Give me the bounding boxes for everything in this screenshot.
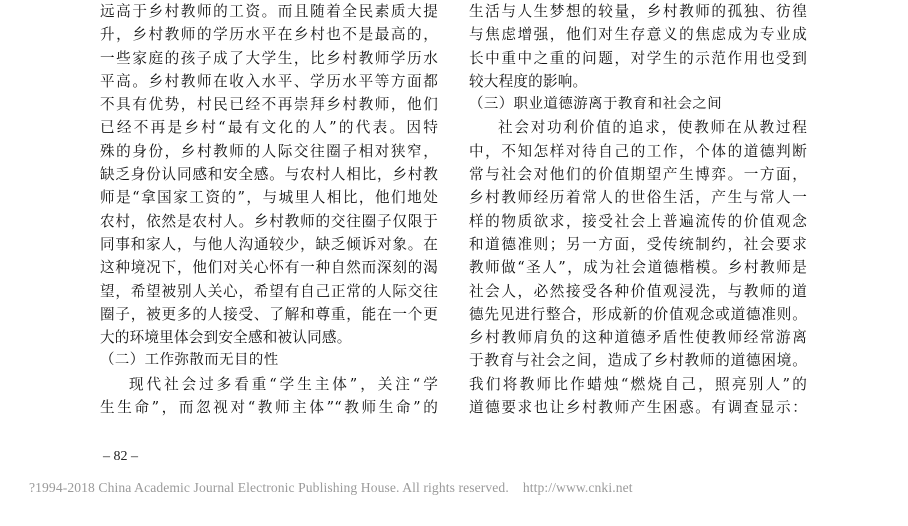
body-line: 社会对功利价值的追求，使教师在从教过程	[498, 119, 807, 137]
body-line: 已经不再是乡村“最有文化的人”的代表。因特	[100, 119, 438, 137]
body-line: 于教育与社会之间，造成了乡村教师的道德困境。	[469, 352, 807, 370]
body-line: 教师做“圣人”，成为社会道德楷模。乡村教师是	[469, 259, 807, 277]
body-line: 同事和家人，与他人沟通较少，缺乏倾诉对象。在	[100, 235, 438, 253]
body-line: 社会人，必然接受各种价值观浸洗，与教师的道	[469, 282, 807, 300]
body-line: 道德要求也让乡村教师产生困惑。有调查显示：	[469, 399, 807, 417]
body-line: 乡村教师肩负的这种道德矛盾性使教师经常游离	[469, 329, 807, 347]
right-column	[469, 0, 807, 419]
body-line: 平高。乡村教师在收入水平、学历水平等方面都	[100, 72, 438, 90]
section-heading: （二）工作弥散而无目的性	[100, 352, 279, 369]
body-line: 生活与人生梦想的较量，乡村教师的孤独、彷徨	[469, 3, 807, 20]
body-line: 远高于乡村教师的工资。而且随着全民素质大提	[100, 3, 438, 20]
body-line: 常与社会对他们的价值期望产生博弈。一方面，	[469, 166, 807, 184]
body-line: 农村，依然是农村人。乡村教师的交往圈子仅限于	[100, 212, 438, 230]
body-line: 圈子，被更多的人接受、了解和尊重，能在一个更	[100, 305, 438, 323]
copyright-text: ?1994-2018 China Academic Journal Electronic Publishing House. All rights reserved.	[29, 480, 509, 495]
body-line: 样的物质欲求，接受社会上普遍流传的价值观念	[469, 212, 807, 230]
page-number: – 82 –	[103, 449, 138, 464]
section-heading: （三）职业道德游离于教育和社会之间	[469, 96, 723, 113]
body-line: 我们将教师比作蜡烛“燃烧自己，照亮别人”的	[469, 375, 807, 393]
body-line: 殊的身份，乡村教师的人际交往圈子相对狭窄，	[100, 142, 438, 160]
body-line: 德先见进行整合，形成新的价值观念或道德准则。	[469, 305, 807, 323]
body-line: 不具有优势，村民已经不再崇拜乡村教师，他们	[100, 96, 438, 114]
body-line: 大的环境里体会到安全感和被认同感。	[100, 329, 352, 347]
body-line: 中，不知怎样对待自己的工作，个体的道德判断	[469, 142, 807, 160]
body-line: 师是“拿国家工资的”，与城里人相比，他们地处	[100, 189, 438, 207]
footer-url[interactable]: http://www.cnki.net	[522, 480, 633, 495]
body-line: 望，希望被别人关心，希望有自己正常的人际交往	[100, 282, 438, 300]
body-line: 与焦虑增强，他们对生存意义的焦虑成为专业成	[469, 26, 807, 44]
body-line: 一些家庭的孩子成了大学生，比乡村教师学历水	[100, 49, 438, 67]
body-line: 乡村教师经历着常人的世俗生活，产生与常人一	[469, 189, 807, 207]
body-line: 和道德准则；另一方面，受传统制约，社会要求	[469, 235, 807, 253]
body-line: 较大程度的影响。	[469, 72, 588, 90]
body-line: 缺乏身份认同感和安全感。与农村人相比，乡村教	[100, 166, 438, 184]
footer	[29, 480, 633, 496]
left-column	[100, 0, 438, 419]
body-line: 长中重中之重的问题，对学生的示范作用也受到	[469, 49, 807, 67]
body-line: 现代社会过多看重“学生主体”，关注“学	[129, 375, 438, 393]
body-line: 升，乡村教师的学历水平在乡村也不是最高的，	[100, 26, 438, 44]
body-line: 生生命”，而忽视对“教师主体”“教师生命”的	[100, 399, 438, 417]
body-line: 这种境况下，他们对关心怀有一种自然而深刻的渴	[100, 259, 438, 277]
